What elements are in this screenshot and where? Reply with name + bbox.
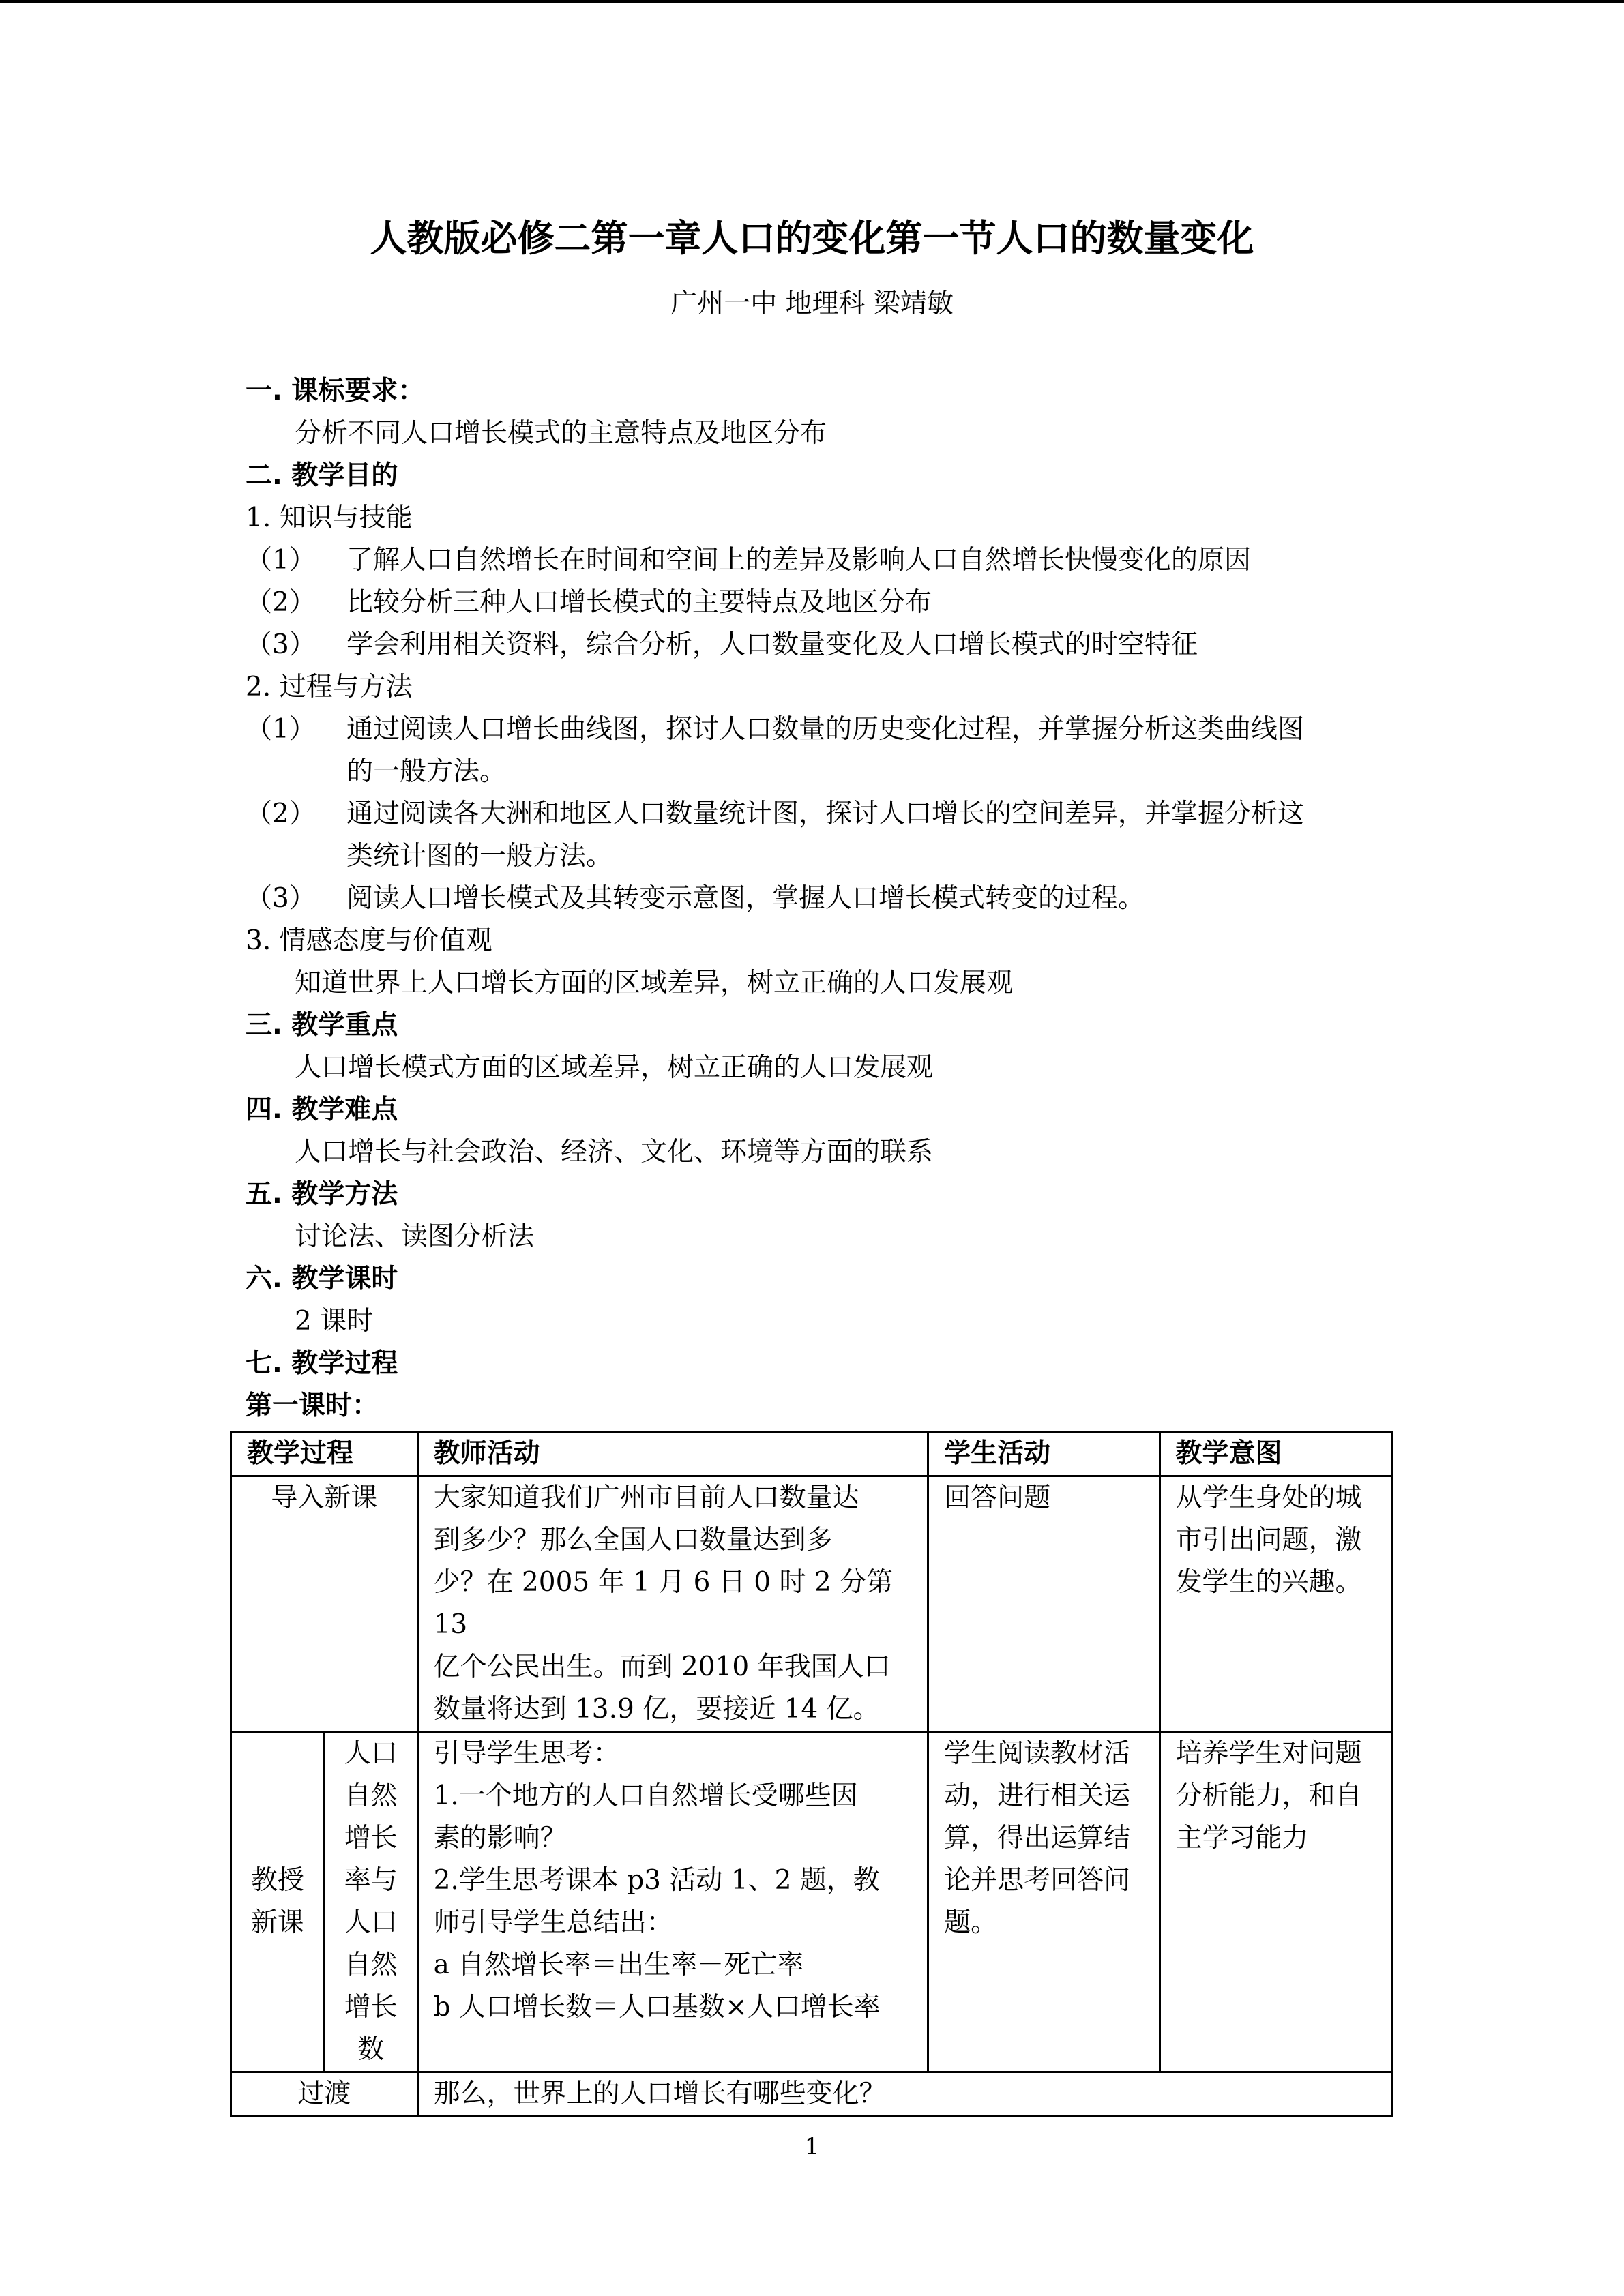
column-header: 教师活动 [417, 1432, 928, 1476]
column-header: 教学过程 [231, 1432, 418, 1476]
list-item [246, 582, 1391, 624]
cell-line: b 人口增长数＝人口基数×人口增长率 [433, 1992, 881, 2023]
cell-line: 人口 [344, 1738, 398, 1769]
cell-line: 1.一个地方的人口自然增长受哪些因 [433, 1780, 858, 1811]
section-heading: 三. 教学重点 [246, 1010, 398, 1041]
section-text: 分析不同人口增长模式的主意特点及地区分布 [295, 418, 827, 449]
list-item-number: （2） [246, 799, 316, 829]
section-heading: 四. 教学难点 [246, 1094, 398, 1125]
cell-line: 自然 [344, 1780, 398, 1811]
section-text: 讨论法、读图分析法 [295, 1221, 535, 1252]
list-item-text: 通过阅读人口增长曲线图，探讨人口数量的历史变化过程，并掌握分析这类曲线图 [346, 714, 1305, 745]
list-item-number: （3） [246, 883, 316, 914]
cell-line: 算，得出运算结 [944, 1823, 1131, 1853]
page-top-border [0, 0, 1624, 3]
cell-line: 增长 [344, 1823, 398, 1853]
cell-line: a 自然增长率＝出生率－死亡率 [433, 1950, 804, 1980]
section-text: 2 课时 [295, 1306, 374, 1337]
stage-cell: 过渡 [231, 2072, 418, 2117]
table-header-row [231, 1432, 1393, 1476]
list-item-text: 阅读人口增长模式及其转变示意图，掌握人口增长模式转变的过程。 [346, 883, 1145, 914]
subsection-heading: 2. 过程与方法 [246, 672, 413, 702]
subsection-heading: 3. 情感态度与价值观 [246, 925, 492, 956]
lesson-label: 第一课时： [246, 1390, 379, 1421]
cell-line: 学生阅读教材活 [944, 1738, 1131, 1769]
cell-line: 回答问题 [944, 1482, 1051, 1513]
document-body [246, 370, 1391, 1427]
topic-cell [324, 1732, 417, 2072]
section-text: 人口增长与社会政治、经济、文化、环境等方面的联系 [295, 1137, 934, 1167]
subsection-heading: 1. 知识与技能 [246, 503, 413, 533]
section-heading: 二. 教学目的 [246, 460, 398, 491]
cell-line: 素的影响？ [433, 1823, 567, 1853]
list-item [246, 793, 1391, 835]
table-row [231, 1732, 1393, 2072]
list-item-number: （3） [246, 629, 316, 660]
section-heading: 六. 教学课时 [246, 1264, 398, 1294]
cell-line: 主学习能力 [1175, 1823, 1309, 1853]
teacher-activity-cell [417, 1732, 928, 2072]
list-item [246, 624, 1391, 666]
table-row [231, 2072, 1393, 2117]
cell-line: 论并思考回答问 [944, 1865, 1131, 1896]
section-heading: 一. 课标要求： [246, 376, 425, 406]
list-item-text: 通过阅读各大洲和地区人口数量统计图，探讨人口增长的空间差异，并掌握分析这 [346, 799, 1305, 829]
cell-line: 新课 [250, 1907, 304, 1938]
teaching-intent-cell [1160, 1732, 1392, 2072]
list-item [246, 539, 1391, 582]
cell-line: 数量将达到 13.9 亿，要接近 14 亿。 [433, 1694, 880, 1725]
list-item-continuation: 的一般方法。 [346, 756, 507, 787]
cell-line: 教授 [250, 1865, 304, 1896]
teacher-activity-cell: 那么，世界上的人口增长有哪些变化？ [417, 2072, 1392, 2117]
cell-line: 少？在 2005 年 1 月 6 日 0 时 2 分第 13 [433, 1567, 894, 1640]
column-header: 教学意图 [1160, 1432, 1392, 1476]
section-heading: 五. 教学方法 [246, 1179, 398, 1210]
cell-line: 师引导学生总结出： [433, 1907, 673, 1938]
list-item-text: 了解人口自然增长在时间和空间上的差异及影响人口自然增长快慢变化的原因 [346, 545, 1252, 576]
student-activity-cell [928, 1476, 1160, 1732]
cell-line: 动，进行相关运 [944, 1780, 1131, 1811]
document-title: 人教版必修二第一章人口的变化第一节人口的数量变化 [370, 217, 1254, 260]
list-item [246, 878, 1391, 920]
list-item-number: （1） [246, 545, 316, 576]
cell-line: 题。 [944, 1907, 998, 1938]
stage-cell [231, 1732, 325, 2072]
cell-line: 2.学生思考课本 p3 活动 1、2 题，教 [433, 1865, 880, 1896]
cell-line: 市引出问题，激 [1175, 1525, 1362, 1555]
list-item-number: （1） [246, 714, 316, 745]
list-item [246, 709, 1391, 751]
page-number: 1 [804, 2133, 820, 2160]
stage-cell: 导入新课 [231, 1476, 418, 1732]
cell-line: 到多少？那么全国人口数量达到多 [433, 1525, 833, 1555]
list-item-text: 比较分析三种人口增长模式的主要特点及地区分布 [346, 587, 932, 618]
section-heading: 七. 教学过程 [246, 1348, 398, 1379]
cell-line: 从学生身处的城 [1175, 1482, 1362, 1513]
teaching-intent-cell [1160, 1476, 1392, 1732]
cell-line: 分析能力，和自 [1175, 1780, 1362, 1811]
cell-line: 人口 [344, 1907, 398, 1938]
cell-line: 发学生的兴趣。 [1175, 1567, 1362, 1598]
cell-line: 亿个公民出生。而到 2010 年我国人口 [433, 1652, 891, 1682]
cell-line: 大家知道我们广州市目前人口数量达 [433, 1482, 859, 1513]
cell-line: 率与 [344, 1865, 398, 1896]
teacher-activity-cell [417, 1476, 928, 1732]
section-text: 知道世界上人口增长方面的区域差异，树立正确的人口发展观 [295, 968, 1014, 998]
cell-line: 数 [357, 2034, 385, 2065]
section-text: 人口增长模式方面的区域差异，树立正确的人口发展观 [295, 1052, 934, 1083]
student-activity-cell [928, 1732, 1160, 2072]
cell-line: 引导学生思考： [433, 1738, 620, 1769]
list-item-number: （2） [246, 587, 316, 618]
table-row [231, 1476, 1393, 1732]
cell-line: 增长 [344, 1992, 398, 2023]
list-item-continuation: 类统计图的一般方法。 [346, 841, 613, 871]
cell-line: 自然 [344, 1950, 398, 1980]
author-byline: 广州一中 地理科 梁靖敏 [670, 288, 954, 319]
cell-line: 培养学生对问题 [1175, 1738, 1362, 1769]
lesson-plan-table [230, 1431, 1393, 2117]
list-item-text: 学会利用相关资料，综合分析，人口数量变化及人口增长模式的时空特征 [346, 629, 1198, 660]
column-header: 学生活动 [928, 1432, 1160, 1476]
